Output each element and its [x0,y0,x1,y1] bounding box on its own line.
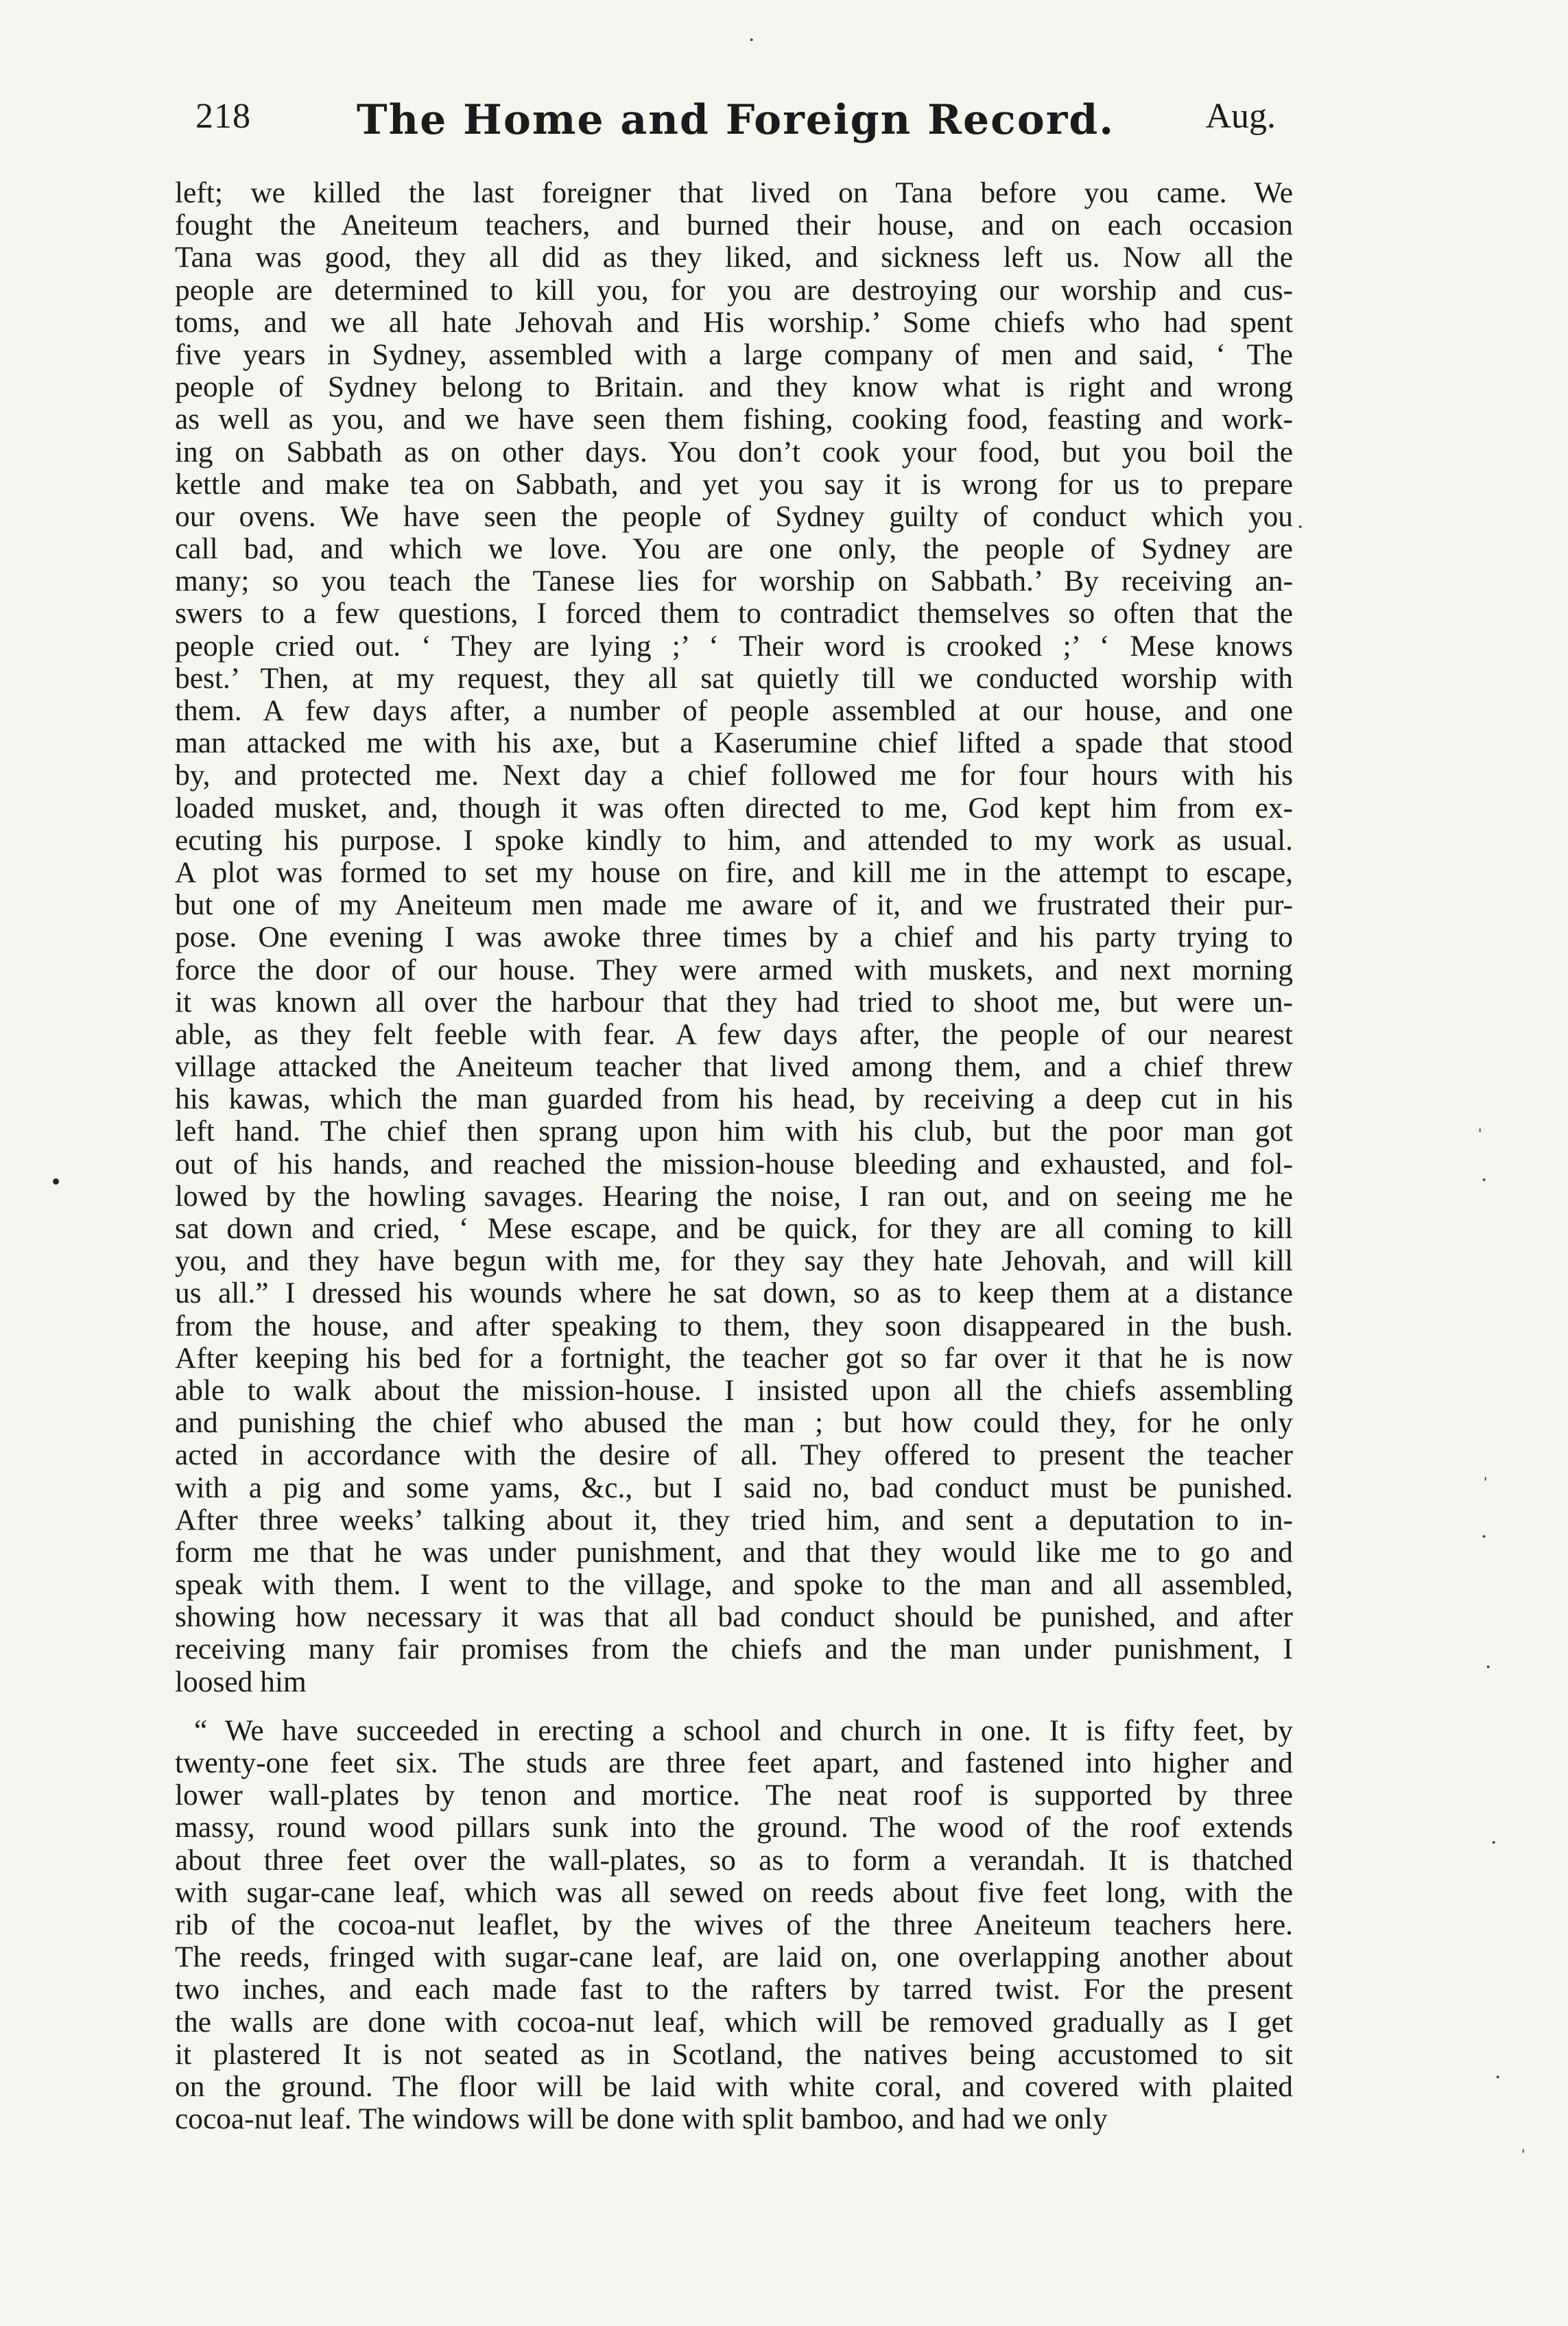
margin-bullet-mark [53,1178,59,1185]
text-line: ecuting his purpose. I spoke kindly to him, and attended to my work as usual. [175,824,1293,857]
text-line: five years in Sydney, assembled with a large company of men and said, ‘ The [175,338,1293,371]
text-line: toms, and we all hate Jehovah and His worship.’ Some chiefs who had spent [175,306,1293,339]
text-line: call bad, and which we love. You are one only, the people of Sydney are [175,533,1293,566]
text-line: as well as you, and we have seen them fishing, cooking food, feasting and work- [175,403,1293,436]
header-month: Aug. [1205,97,1276,136]
text-line: cocoa-nut leaf. The windows will be done with split bamboo, and had we only [175,2103,1108,2136]
text-line: loaded musket, and, though it was often directed to me, God kept him from ex- [175,792,1293,824]
text-line: After keeping his bed for a fortnight, the teacher got so far over it that he is now [175,1342,1293,1375]
margin-speck-mark: · [1480,1524,1488,1550]
margin-speck-mark: · [1484,1654,1493,1680]
text-line: able, as they felt feeble with fear. A few days after, the people of our nearest [175,1018,1293,1051]
running-header [195,96,1276,158]
text-line: his kawas, which the man guarded from his head, by receiving a deep cut in his [175,1083,1293,1116]
text-line: it was known all over the harbour that they had tried to shoot me, but were un- [175,986,1293,1019]
text-line: able to walk about the mission-house. I insisted upon all the chiefs assembling [175,1374,1293,1407]
text-line: massy, round wood pillars sunk into the ground. The wood of the roof extends [175,1812,1293,1844]
margin-speck-mark: · [748,27,756,53]
margin-speck-mark: ˈ [1519,2146,1528,2171]
journal-title: The Home and Foreign Record. [356,96,1115,144]
text-line: rib of the cocoa-nut leaflet, by the wives of the three Aneiteum teachers here. [175,1908,1293,1941]
text-line: about three feet over the wall-plates, so as to form a verandah. It is thatched [175,1844,1293,1877]
text-line: and punishing the chief who abused the man ; but how could they, for he only [175,1407,1293,1440]
text-line: kettle and make tea on Sabbath, and yet you say it is wrong for us to prepare [175,468,1293,501]
text-line: man attacked me with his axe, but a Kaserumine chief lifted a spade that stood [175,727,1293,760]
margin-speck-mark: ˈ [1476,1125,1484,1150]
text-line: but one of my Aneiteum men made me aware of it, and we frustrated their pur- [175,889,1293,922]
text-line: best.’ Then, at my request, they all sat quietly till we conducted worship with [175,662,1293,695]
paragraph-gap [175,1698,1293,1715]
text-line: out of his hands, and reached the mission-house bleeding and exhausted, and fol- [175,1148,1293,1180]
text-line: many; so you teach the Tanese lies for worship on Sabbath.’ By receiving an- [175,565,1293,598]
text-line: fought the Aneiteum teachers, and burned their house, and on each occasion [175,209,1293,242]
text-line: left hand. The chief then sprang upon him with his club, but the poor man got [175,1115,1293,1148]
text-line: the walls are done with cocoa-nut leaf, which will be removed gradually as I get [175,2006,1293,2039]
text-line: on the ground. The floor will be laid with white coral, and covered with plaited [175,2070,1293,2103]
text-line: receiving many fair promises from the chiefs and the man under punishment, I [175,1633,1293,1666]
margin-speck-mark: · [1296,514,1305,540]
text-line: village attacked the Aneiteum teacher that lived among them, and a chief threw [175,1051,1293,1084]
text-line: twenty-one feet six. The studs are three feet apart, and fastened into higher and [175,1747,1293,1779]
text-line: ing on Sabbath as on other days. You don’t cook your food, but you boil the [175,436,1293,468]
margin-speck-mark: · [1490,1830,1498,1855]
text-line: showing how necessary it was that all bad conduct should be punished, and after [175,1601,1293,1634]
text-line: After three weeks’ talking about it, they tried him, and sent a deputation to in- [175,1504,1293,1536]
text-line: us all.” I dressed his wounds where he sat down, so as to keep them at a distance [175,1277,1293,1310]
margin-speck-mark: · [1480,1167,1488,1193]
text-line: lowed by the howling savages. Hearing the noise, I ran out, and on seeing me he [175,1180,1293,1213]
text-line: pose. One evening I was awoke three times by a chief and his party trying to [175,921,1293,954]
text-line: acted in accordance with the desire of all. They offered to present the teacher [175,1439,1293,1472]
text-line: The reeds, fringed with sugar-cane leaf, are laid on, one overlapping another about [175,1941,1293,1974]
text-line: speak with them. I went to the village, and spoke to the man and all assembled, [175,1569,1293,1602]
text-line: from the house, and after speaking to them, they soon disappeared in the bush. [175,1309,1293,1342]
text-line: them. A few days after, a number of people assembled at our house, and one [175,695,1293,727]
text-line: by, and protected me. Next day a chief followed me for four hours with his [175,759,1293,792]
text-line: left; we killed the last foreigner that lived on Tana before you came. We [175,177,1293,209]
text-line: lower wall-plates by tenon and mortice. The neat roof is supported by three [175,1779,1293,1812]
text-line: people are determined to kill you, for you are destroying our worship and cus- [175,274,1293,307]
text-line: you, and they have begun with me, for they say they hate Jehovah, and will kill [175,1245,1293,1278]
text-line: Tana was good, they all did as they liked, and sickness left us. Now all the [175,241,1293,274]
text-line: loosed him [175,1665,307,1698]
text-line: with sugar-cane leaf, which was all sewed on reeds about five feet long, with the [175,1876,1293,1909]
text-line: form me that he was under punishment, and that they would like me to go and [175,1536,1293,1569]
text-line: with a pig and some yams, &c., but I said no, bad conduct must be punished. [175,1471,1293,1504]
text-line: people of Sydney belong to Britain. and they know what is right and wrong [175,371,1293,404]
text-line: sat down and cried, ‘ Mese escape, and be quick, for they are all coming to kill [175,1213,1293,1245]
text-line: two inches, and each made fast to the rafters by tarred twist. For the present [175,1973,1293,2006]
text-line: it plastered It is not seated as in Scotland, the natives being accustomed to sit [175,2038,1293,2071]
margin-speck-mark: · [1494,2065,1502,2090]
body-text [175,177,1293,2135]
text-line: force the door of our house. They were armed with muskets, and next morning [175,953,1293,986]
text-line: our ovens. We have seen the people of Sydney guilty of conduct which you [175,500,1293,533]
page-number: 218 [195,97,251,136]
text-line: “ We have succeeded in erecting a school and church in one. It is fifty feet, by [194,1714,1293,1747]
text-line: A plot was formed to set my house on fire, and kill me in the attempt to escape, [175,856,1293,889]
text-line: swers to a few questions, I forced them to contradict themselves so often that the [175,597,1293,630]
margin-speck-mark: ˈ [1482,1473,1490,1499]
text-line: people cried out. ‘ They are lying ;’ ‘ Their word is crooked ;’ ‘ Mese knows [175,630,1293,663]
